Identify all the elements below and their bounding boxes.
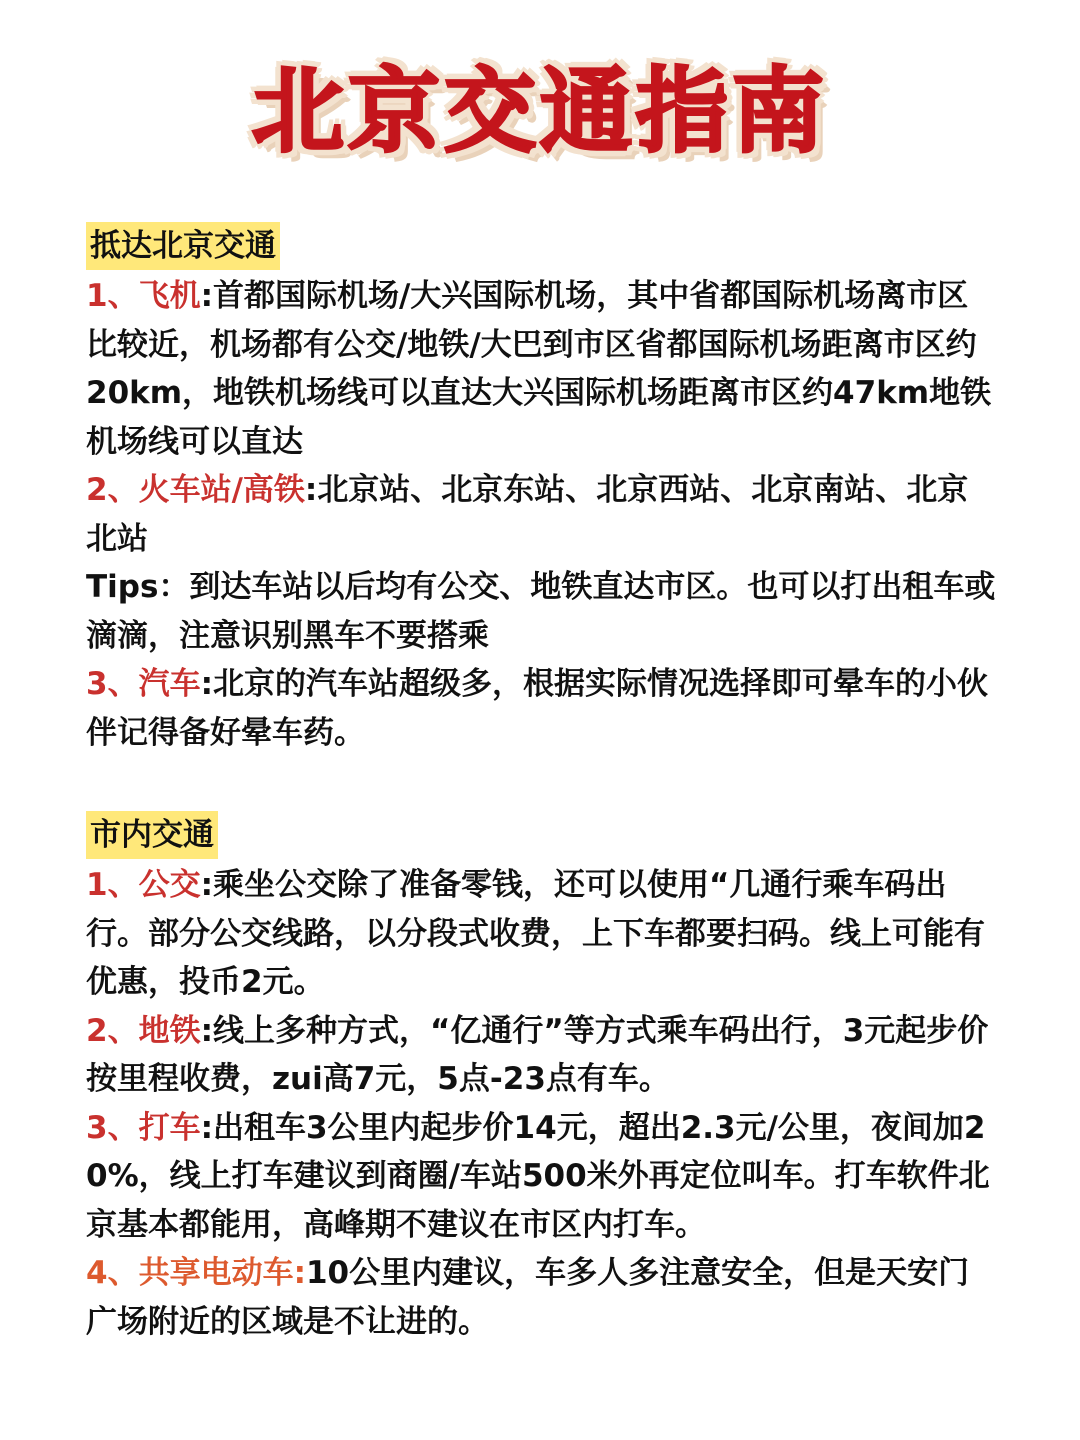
item-sep: : [200, 1109, 213, 1146]
item-text: 乘坐公交除了准备零钱，还可以使用“几通行乘车码出行。部分公交线路，以分段式收费，上下车都要扫码。线上可能有优惠，投币2元。 [86, 867, 985, 1000]
item-sep: : [304, 472, 318, 508]
content [86, 222, 996, 1346]
item-train [86, 466, 996, 563]
item-label: 3、汽车 [86, 666, 201, 702]
item-label: 1、公交 [86, 867, 201, 903]
item-taxi [86, 1104, 996, 1250]
section-heading: 抵达北京交通 [86, 222, 280, 270]
item-sep: : [200, 666, 213, 702]
item-bus [86, 861, 996, 1007]
item-label: 2、火车站/高铁 [86, 472, 305, 508]
item-label: 4、共享电动车: [86, 1255, 306, 1291]
item-label: 1、飞机 [86, 278, 201, 314]
item-subway [86, 1007, 996, 1104]
item-plane [86, 272, 996, 466]
item-sep: : [200, 1012, 213, 1049]
page-title: 北京交通指南 [251, 58, 828, 165]
section-heading: 市内交通 [86, 811, 218, 859]
item-text: 首都国际机场/大兴国际机场，其中省都国际机场离市区比较近，机场都有公交/地铁/大巴到市区省都国际机场距离市区约20km，地铁机场线可以直达大兴国际机场距离市区约47km地铁机场线可以直达 [86, 278, 992, 460]
item-bus-station [86, 660, 996, 757]
section-arrival [86, 222, 996, 757]
item-text: 北京的汽车站超级多，根据实际情况选择即可晕车的小伙伴记得备好晕车药。 [86, 666, 988, 751]
item-text: 10公里内建议，车多人多注意安全，但是天安门广场附近的区域是不让进的。 [86, 1255, 970, 1340]
item-text: 出租车3公里内起步价14元，超出2.3元/公里，夜间加20%，线上打车建议到商圈/车站500米外再定位叫车。打车软件北京基本都能用，高峰期不建议在市区内打车。 [86, 1109, 990, 1243]
item-tips [86, 563, 996, 660]
item-sep: : [200, 867, 213, 903]
section-city [86, 811, 996, 1346]
item-sep: : [200, 278, 213, 314]
item-text: 线上多种方式，“亿通行”等方式乘车码出行，3元起步价按里程收费，zui高7元，5点-23点有车。 [86, 1012, 989, 1097]
item-text: 北京站、北京东站、北京西站、北京南站、北京北站 [86, 472, 969, 557]
item-ebike [86, 1249, 996, 1346]
item-label: 3、打车 [86, 1109, 201, 1146]
item-label: 2、地铁 [86, 1012, 201, 1049]
item-text: Tips：到达车站以后均有公交、地铁直达市区。也可以打出租车或滴滴，注意识别黑车不要搭乘 [86, 569, 996, 654]
